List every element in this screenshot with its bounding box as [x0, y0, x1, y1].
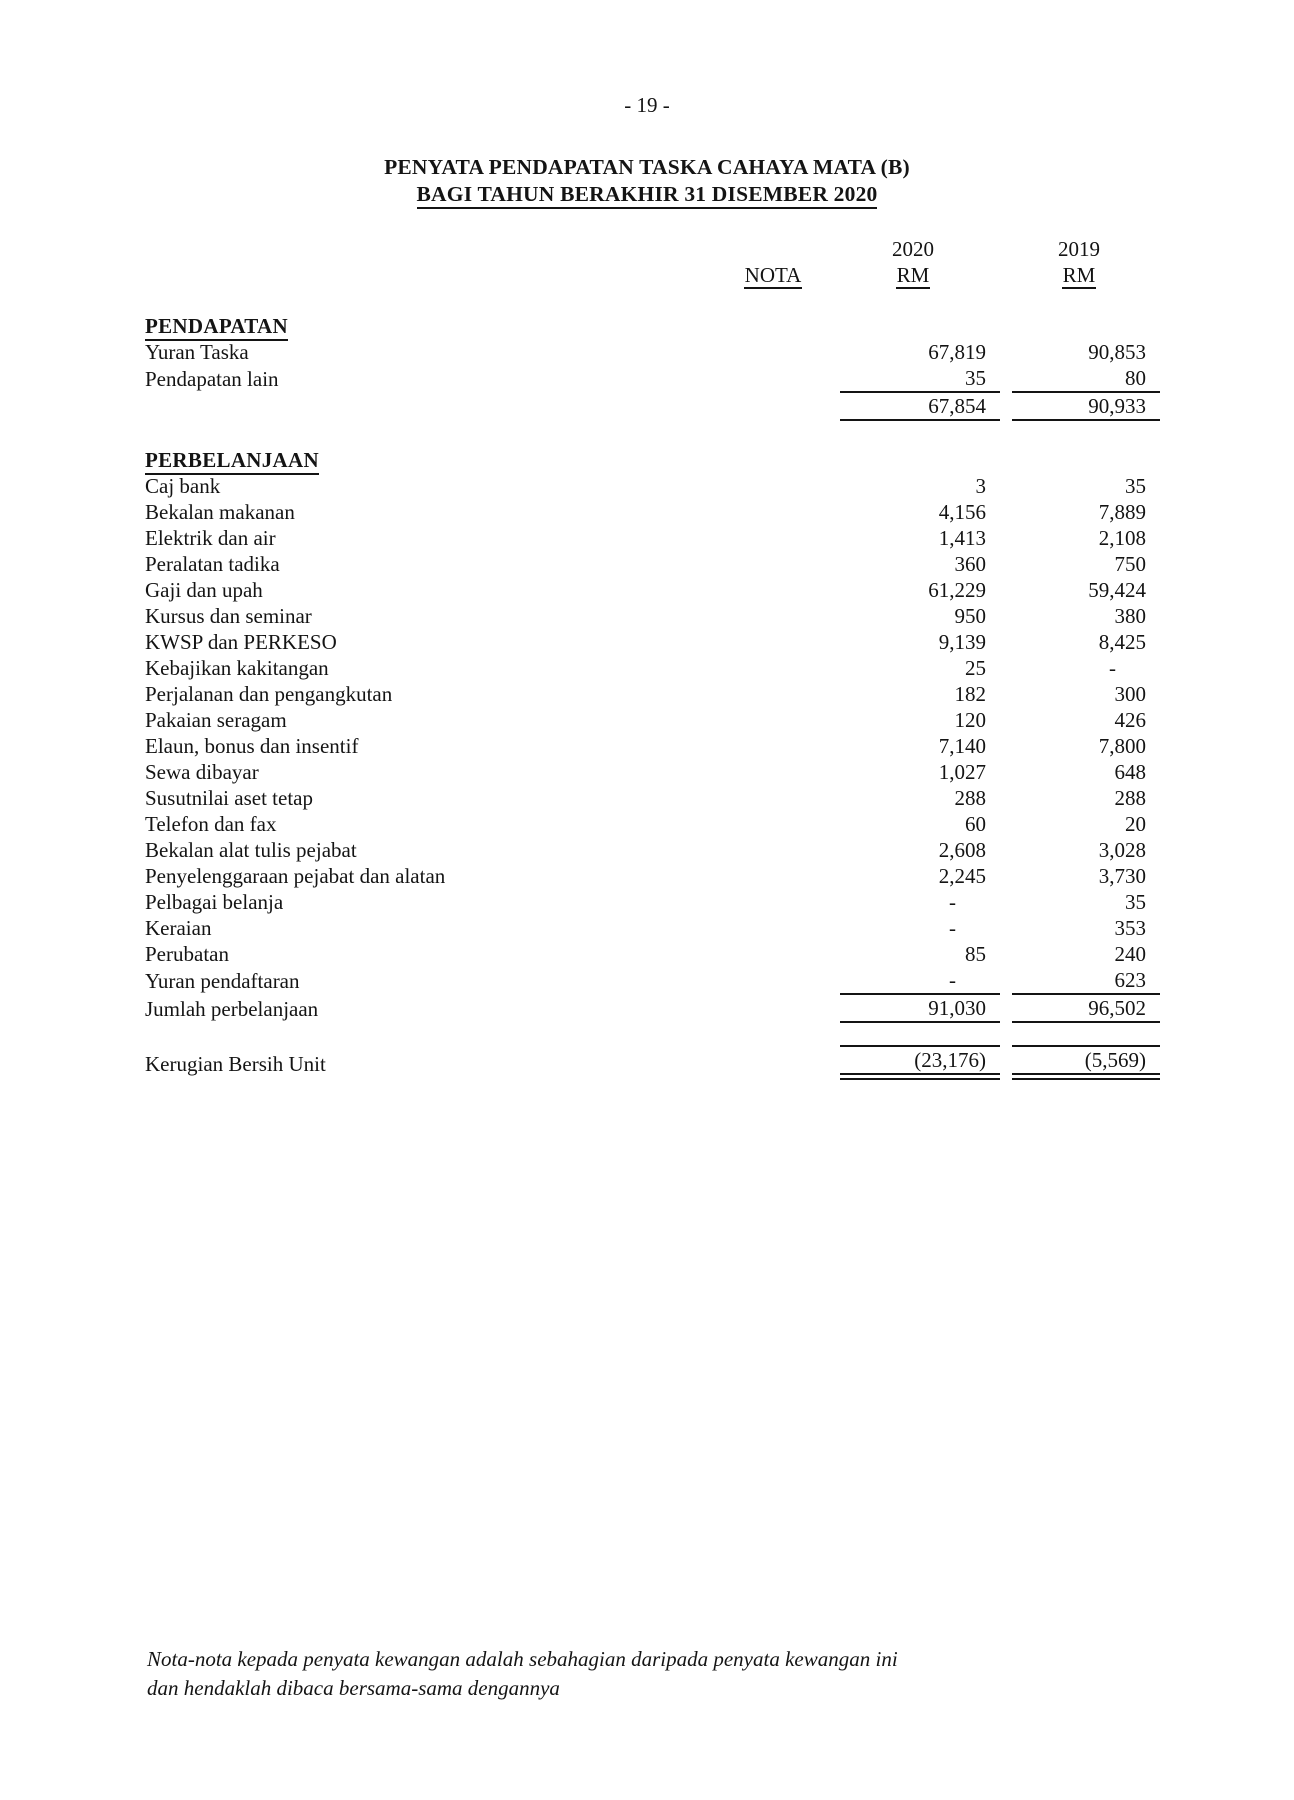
expense-row: Kursus dan seminar 950 380 — [145, 604, 1146, 628]
income-row — [145, 365, 1160, 392]
income-row-2020-value: 35 — [965, 366, 986, 390]
expense-row: Caj bank 3 35 — [145, 474, 1146, 498]
expense-row: Perubatan 85 240 — [145, 942, 1146, 966]
expense-row: Pelbagai belanja - 35 — [145, 890, 1146, 914]
column-header-2019: 2019 — [1058, 237, 1100, 261]
column-header-2020: 2020 — [892, 237, 934, 261]
expense-row: Bekalan makanan 4,156 7,889 — [145, 500, 1146, 524]
expense-row: Peralatan tadika 360 750 — [145, 552, 1146, 576]
footer-note-line1: Nota-nota kepada penyata kewangan adalah sebahagian daripada penyata kewangan ini — [147, 1647, 898, 1671]
net-loss-2019: (5,569) — [1012, 1046, 1160, 1077]
document-title-line1: PENYATA PENDAPATAN TASKA CAHAYA MATA (B) — [384, 155, 910, 179]
section-heading-expenses: PERBELANJAAN — [145, 447, 1160, 473]
income-row-label: Pendapatan lain — [145, 367, 279, 391]
net-loss-2020: (23,176) — [840, 1046, 1000, 1077]
net-loss-row — [145, 1046, 1160, 1077]
expense-row: Kebajikan kakitangan 25 - — [145, 656, 1116, 680]
column-header-years — [145, 236, 1160, 262]
expense-row: Elaun, bonus dan insentif 7,140 7,800 — [145, 734, 1146, 758]
expense-row: Yuran pendaftaran - 623 — [145, 968, 1146, 993]
expense-row: Gaji dan upah 61,229 59,424 — [145, 578, 1146, 602]
expense-row: KWSP dan PERKESO 9,139 8,425 — [145, 630, 1146, 654]
income-row-label: Yuran Taska — [145, 340, 249, 364]
income-statement-table — [145, 236, 1160, 1080]
net-loss-label: Kerugian Bersih Unit — [145, 1051, 326, 1076]
document-title-line2: BAGI TAHUN BERAKHIR 31 DISEMBER 2020 — [0, 181, 1294, 208]
income-total-2019: 90,933 — [1012, 392, 1160, 420]
expenses-total-row — [145, 994, 1160, 1022]
document-title — [0, 154, 1294, 208]
expense-row: Penyelenggaraan pejabat dan alatan 2,245 3,730 — [145, 864, 1146, 888]
expense-row: Elektrik dan air 1,413 2,108 — [145, 526, 1146, 550]
column-header-labels — [145, 262, 1160, 288]
column-header-rm-2020: RM — [896, 263, 930, 287]
expense-row: Perjalanan dan pengangkutan 182 300 — [145, 682, 1146, 706]
column-header-rm-2019: RM — [1062, 263, 1096, 287]
income-row — [145, 339, 1160, 365]
expenses-total-2019: 96,502 — [1012, 994, 1160, 1022]
expense-row: Keraian - 353 — [145, 916, 1146, 940]
income-total-2020: 67,854 — [840, 392, 1000, 420]
expense-row: Telefon dan fax 60 20 — [145, 812, 1146, 836]
expense-row: Susutnilai aset tetap 288 288 — [145, 786, 1146, 810]
income-total-row — [145, 392, 1160, 420]
page-number: - 19 - — [624, 93, 670, 117]
section-heading-income: PENDAPATAN — [145, 313, 1160, 339]
expense-row: Pakaian seragam 120 426 — [145, 708, 1146, 732]
income-row-2019-value: 80 — [1125, 366, 1146, 390]
expense-row: Bekalan alat tulis pejabat 2,608 3,028 — [145, 838, 1146, 862]
expenses-total-label: Jumlah perbelanjaan — [145, 997, 319, 1021]
expenses-total-2020: 91,030 — [840, 994, 1000, 1022]
footer-note-line2: dan hendaklah dibaca bersama-sama dengannya — [147, 1676, 560, 1700]
footer-note — [147, 1645, 1027, 1703]
column-header-nota: NOTA — [744, 263, 802, 287]
income-row-2020-value: 67,819 — [928, 340, 986, 364]
income-row-2019-value: 90,853 — [1088, 340, 1146, 364]
expense-row: Sewa dibayar 1,027 648 — [145, 760, 1146, 784]
